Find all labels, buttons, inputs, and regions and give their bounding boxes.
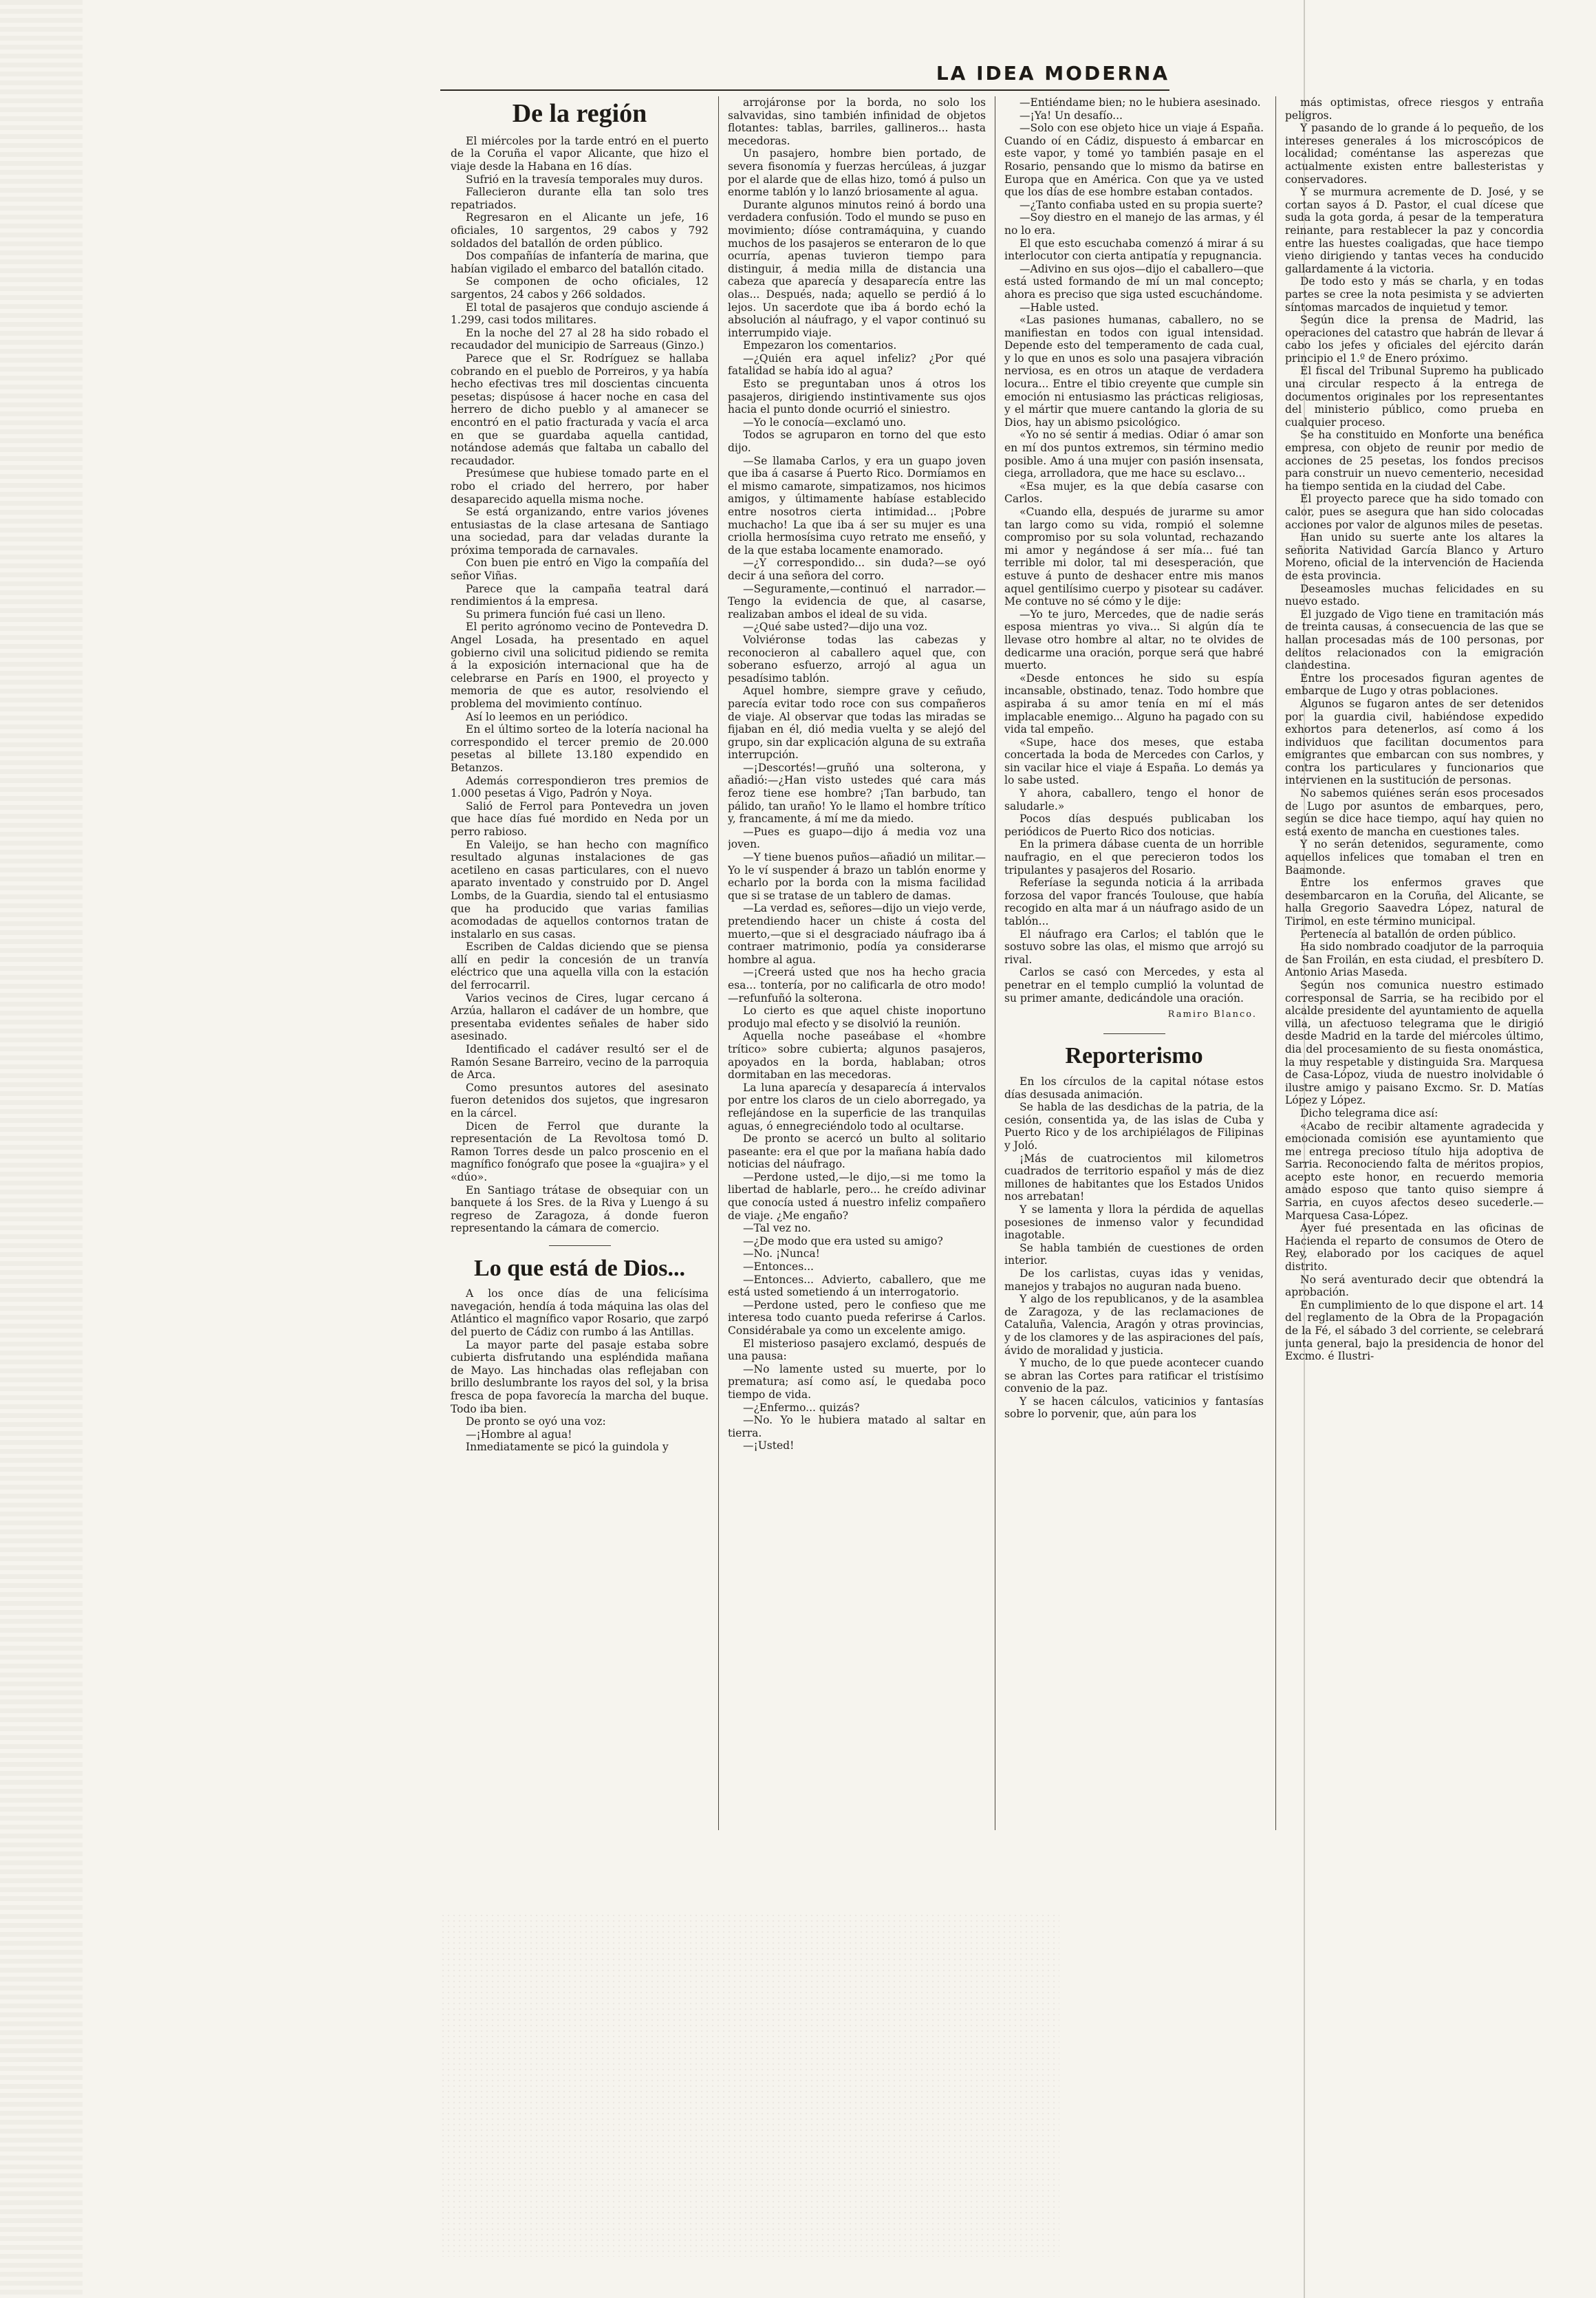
paragraph: El total de pasajeros que condujo asciende á 1.299, casi todos militares. — [451, 301, 709, 327]
paragraph: De todo esto y más se charla, y en todas partes se cree la nota pesimista y se advierten síntomas marcados de inquietud y temor. — [1285, 275, 1544, 314]
paragraph: Empezaron los comentarios. — [743, 339, 897, 352]
paragraph: El fiscal del Tribunal Supremo ha publicado una circular respecto á la entrega de documentos originales por los representantes del ministerio público, como prueba en cualquier proceso. — [1285, 365, 1544, 429]
paragraph: Ayer fué presentada en las oficinas de Hacienda el reparto de consumos de Otero de Rey, elaborado por los caciques de aquel distrito. — [1285, 1222, 1544, 1274]
paragraph: —Perdone usted, pero le confieso que me interesa todo cuanto pueda referirse á Carlos. Considérabale ya como un excelente amigo. — [728, 1298, 986, 1337]
paragraph: —No lamente usted su muerte, por lo prematura; así como así, le quedaba poco tiempo de vida. — [728, 1362, 986, 1401]
paragraph: Deseamosles muchas felicidades en su nuevo estado. — [1285, 582, 1544, 608]
paragraph: —Entonces... — [743, 1260, 814, 1274]
masthead-rule — [440, 89, 1169, 91]
paragraph: El náufrago era Carlos; el tablón que le sostuvo sobre las olas, el mismo que arrojó su rival. — [1004, 927, 1264, 966]
story-paragraphs — [1004, 96, 1264, 1005]
paragraph: Además correspondieron tres premios de 1.000 pesetas á Vigo, Padrón y Noya. — [451, 774, 709, 800]
paragraph: Se ha constituido en Monforte una benéfica empresa, con objeto de reunir por medio de acciones de 25 pesetas, los fondos precisos para construir un nuevo cementerio, necesidad ha tiempo sentida en la ciudad del Cabe. — [1285, 429, 1544, 493]
paragraph: —¡Usted! — [743, 1439, 795, 1452]
paragraph: No será aventurado decir que obtendrá la aprobación. — [1285, 1273, 1544, 1299]
paragraph: Y no serán detenidos, seguramente, como aquellos infelices que tomaban el tren en Baamonde. — [1285, 838, 1544, 877]
paragraph: Un pasajero, hombre bien portado, de severa fisonomía y fuerzas hercúleas, á juzgar por el alarde que de ellas hizo, tomó á pulso un enorme tablón y lo lanzó briosamente al agua. — [728, 147, 986, 199]
paragraph: —¿De modo que era usted su amigo? — [743, 1234, 943, 1247]
paragraph: Han unido su suerte ante los altares la señorita Natividad García Blanco y Arturo Moreno, oficial de la intervención de Hacienda de esta provincia. — [1285, 531, 1544, 582]
paragraph: —Perdone usted,—le dijo,—si me tomo la libertad de hablarle, pero... he creído adivinar que conocía usted á nuestro infeliz compañero de viaje. ¿Me engaño? — [728, 1170, 986, 1222]
paragraph: Y se murmura acremente de D. José, y se cortan sayos á D. Pastor, el cual dícese que suda la gota gorda, á pesar de la temperatura reinante, para restablecer la paz y concordia entre las huestes coaligadas, que hace tiempo vieno dirigiendo y tantas veces ha conducido gallardamente á la victoria. — [1285, 186, 1544, 275]
paragraph: —Hable usted. — [1020, 301, 1099, 314]
paragraph: Fallecieron durante ella tan solo tres repatriados. — [451, 186, 709, 211]
paragraph: —No. ¡Nunca! — [743, 1247, 820, 1260]
paragraph: Y algo de los republicanos, y de la asamblea de Zaragoza, y de las reclamaciones de Cataluña, Valencia, Aragón y otras provincias, y de los clamores y de las aspiraciones del país, ávido de moralidad y justicia. — [1004, 1293, 1264, 1357]
separator — [451, 1239, 709, 1252]
story-paragraphs — [728, 96, 986, 1452]
paragraph: ¡Más de cuatrocientos mil kilometros cuadrados de territorio español y más de diez millones de habitantes que los Estados Unidos nos arrebatan! — [1004, 1152, 1264, 1203]
paragraph: —La verdad es, señores—dijo un viejo verde, pretendiendo hacer un chiste á costa del muerto,—que si el desgraciado náufrago iba á contraer matrimonio, podía ya considerarse hombre al agua. — [728, 902, 986, 966]
paragraph: Algunos se fugaron antes de ser detenidos por la guardia civil, habiéndose expedido exhortos para detenerlos, así como á los individuos que facilitan documentos para emigrantes que embarcan con sus nombres, y contra los particulares y funcionarios que intervienen en la sustitución de personas. — [1285, 697, 1544, 787]
paragraph: Se está organizando, entre varios jóvenes entusiastas de la clase artesana de Santiago una sociedad, para dar veladas durante la próxima temporada de carnavales. — [451, 506, 709, 557]
paragraph: Con buen pie entró en Vigo la compañía del señor Viñas. — [451, 557, 709, 583]
paragraph: Regresaron en el Alicante un jefe, 16 oficiales, 10 sargentos, 29 cabos y 792 soldados del batallón de orden público. — [451, 211, 709, 250]
paragraph: No sabemos quiénes serán esos procesados de Lugo por asuntos de embarques, pero, según se dice hace tiempo, aquí hay quien no está exento de mancha en cuestiones tales. — [1285, 787, 1544, 838]
story-heading: Lo que está de Dios... — [474, 1255, 685, 1281]
paragraph: A los once días de una felicísima navegación, hendía á toda máquina las olas del Atlántico el magnífico vapor Rosario, que zarpó del puerto de Cádiz con rumbo á las Antillas. — [451, 1287, 709, 1339]
paragraph: De pronto se acercó un bulto al solitario paseante: era el que por la mañana había dado noticias del náufrago. — [728, 1132, 986, 1171]
paragraph: Se habla también de cuestiones de orden interior. — [1004, 1241, 1264, 1267]
column-3 — [1004, 96, 1264, 1858]
paragraph: Presúmese que hubiese tomado parte en el robo el criado del herrero, por haber desaparecido aquella misma noche. — [451, 467, 709, 506]
paragraph: «Yo no sé sentir á medias. Odiar ó amar son en mí dos puntos extremos, sin término medio posible. Amo á una mujer con pasión insensata, ciega, arrolladora, que me hace su esclavo... — [1004, 429, 1264, 480]
section-heading: De la región — [512, 99, 647, 128]
left-margin-noise — [0, 0, 83, 2298]
paragraph: Aquel hombre, siempre grave y ceñudo, parecía evitar todo roce con sus compañeros de viaje. Al observar que todas las miradas se fijaban en él, dió media vuelta y se alejó del grupo, sin dar explicación alguna de su extraña interrupción. — [728, 685, 986, 762]
paragraph: Según nos comunica nuestro estimado corresponsal de Sarria, se ha recibido por el alcalde presidente del ayuntamiento de aquella villa, un afectuoso telegrama que le dirigió desde Madrid en la tarde del miércoles último, dia del procesamiento de su fiesta onomástica, la muy respetable y distinguida Sra. Marquesa de Casa-Lópoz, viuda de nuestro inolvidable ó ilustre amigo y paisano Excmo. Sr. D. Matías López y López. — [1285, 978, 1544, 1107]
paragraph: Su primera función fué casi un lleno. — [466, 608, 666, 621]
paragraph: En cumplimiento de lo que dispone el art. 14 del reglamento de la Obra de la Propagación de la Fé, el sábado 3 del corriente, se celebrará junta general, bajo la presidencia de honor del Excmo. é Ilustri- — [1285, 1298, 1544, 1363]
paragraph: Entre los enfermos graves que desembarcaron en la Coruña, del Alicante, se halla Gregorio Saavedra López, natural de Tirimol, en este término municipal. — [1285, 877, 1544, 927]
paragraph: —¿Enfermo... quizás? — [743, 1401, 860, 1414]
paragraph: —Seguramente,—continuó el narrador.—Tengo la evidencia de que, al casarse, realizaban ambos el ideal de su vida. — [728, 582, 986, 621]
paragraph: La mayor parte del pasaje estaba sobre cubierta disfrutando una espléndida mañana de Mayo. Las hinchadas olas reflejaban con brillo deslumbrante los rayos del sol, y la brisa fresca de popa favorecía la marcha del buque. Todo iba bien. — [451, 1338, 709, 1415]
paragraph: En los círculos de la capital nótase estos días desusada animación. — [1004, 1075, 1264, 1101]
paragraph: más optimistas, ofrece riesgos y entraña peligros. — [1285, 96, 1544, 122]
paragraph: —No. Yo le hubiera matado al saltar en tierra. — [728, 1414, 986, 1439]
column-2 — [728, 96, 986, 1858]
paragraph: Se componen de ocho oficiales, 12 sargentos, 24 cabos y 266 soldados. — [451, 275, 709, 301]
paragraph: Dicho telegrama dice así: — [1300, 1106, 1438, 1119]
paragraph: Varios vecinos de Cires, lugar cercano á Arzúa, hallaron el cadáver de un hombre, que presentaba evidentes señales de haber sido asesinado. — [451, 991, 709, 1043]
paragraph: —¡Descortés!—gruñó una solterona, y añadió:—¿Han visto ustedes qué cara más feroz tiene ese hombre? ¡Tan barbudo, tan pálido, tan uraño! Yo le llamo el hombre trítico y, francamente, á mí me da miedo. — [728, 761, 986, 826]
paragraph: Y pasando de lo grande á lo pequeño, de los intereses generales á los microscópicos de localidad; coméntanse las asperezas que actualmente existen entre ballesteristas y conservadores. — [1285, 122, 1544, 186]
paragraph: Aquella noche paseábase el «hombre trítico» sobre cubierta; algunos pasajeros, apoyados en la borda, hablaban; otros dormitaban en las mecedoras. — [728, 1030, 986, 1082]
paragraph: —Pues es guapo—dijo á media voz una joven. — [728, 825, 986, 851]
paragraph: —¿Quién era aquel infeliz? ¿Por qué fatalidad se había ido al agua? — [728, 352, 986, 378]
paragraph: Parece que el Sr. Rodríguez se hallaba cobrando en el pueblo de Porreiros, y ya había hecho efectivas tres mil doscientas cincuenta pesetas; dispúsose á hacer noche en casa del herrero de dicho pueblo y al amanecer se encontró en el patio fracturada y vacía el arca en que se guardaba aquella cantidad, notándose además que faltaba un caballo del recaudador. — [451, 352, 709, 467]
paragraph: arrojáronse por la borda, no solo los salvavidas, sino también infinidad de objetos flotantes: tablas, barriles, gallineros... hasta mecedoras. — [728, 96, 986, 147]
paragraph: «Esa mujer, es la que debía casarse con Carlos. — [1004, 480, 1264, 506]
paragraph: Esto se preguntaban unos á otros los pasajeros, dirigiendo instintivamente sus ojos hacia el punto donde ocurrió el siniestro. — [728, 378, 986, 416]
paragraph: Según dice la prensa de Madrid, las operaciones del catastro que habrán de llevar á cabo los jefes y oficiales del ejército darán principio el 1.º de Enero próximo. — [1285, 314, 1544, 365]
paragraph: «Las pasiones humanas, caballero, no se manifiestan en todos con igual intensidad. Depende esto del temperamento de cada cual, y lo que en unos es solo una pasajera vibración nerviosa, es en otros un ataque de verdadera locura... Entre el tibio creyente que cumple sin emoción ni entusiasmo las prácticas religiosas, y el mártir que muere cantando la gloria de su Dios, hay un abismo psicológico. — [1004, 314, 1264, 429]
paragraph: —¿Qué sabe usted?—dijo una voz. — [743, 621, 928, 634]
masthead: LA IDEA MODERNA — [936, 62, 1169, 85]
news-items — [451, 135, 709, 1235]
paragraph: —¿Y correspondido... sin duda?—se oyó decir á una señora del corro. — [728, 557, 986, 582]
paragraph: El juzgado de Vigo tiene en tramitación más de treinta causas, á consecuencia de las que se hallan procesadas más de 100 personas, por delitos relacionados con la emigración clandestina. — [1285, 608, 1544, 672]
paragraph: De pronto se oyó una voz: — [466, 1415, 606, 1428]
paragraph: —Entonces... Advierto, caballero, que me está usted sometiendo á un interrogatorio. — [728, 1273, 986, 1299]
paragraph: Dicen de Ferrol que durante la representación de La Revoltosa tomó D. Ramon Torres desde un palco proscenio en el magnífico fonógrafo que posee la «guajira» y el «dúo». — [451, 1119, 709, 1183]
paragraph: Ha sido nombrado coadjutor de la parroquia de San Froilán, en esta ciudad, el presbítero D. Antonio Arias Maseda. — [1285, 941, 1544, 979]
paragraph: «Supe, hace dos meses, que estaba concertada la boda de Mercedes con Carlos, y sin vacilar hice el viaje á España. Lo demás ya lo sabe usted. — [1004, 735, 1264, 787]
paragraph: El que esto escuchaba comenzó á mirar á su interlocutor con cierta antipatía y repugnancia. — [1004, 237, 1264, 263]
paragraph: Así lo leemos en un periódico. — [466, 710, 628, 723]
news-items — [1285, 96, 1544, 1363]
paragraph: El proyecto parece que ha sido tomado con calor, pues se asegura que han sido colocadas acciones por valor de algunos miles de pesetas. — [1285, 493, 1544, 531]
paragraph: En la noche del 27 al 28 ha sido robado el recaudador del municipio de Sarreaus (Ginzo.) — [451, 326, 709, 352]
paragraph: Sufrió en la travesía temporales muy duros. — [466, 173, 703, 186]
paragraph: En el último sorteo de la lotería nacional ha correspondido el tercer premio de 20.000 pesetas al billete 13.180 expendido en Betanzos. — [451, 723, 709, 774]
separator — [1004, 1027, 1264, 1040]
paragraph: En la primera dábase cuenta de un horrible naufragio, en el que perecieron todos los tripulantes y pasajeros del Rosario. — [1004, 838, 1264, 877]
paragraph: Volviéronse todas las cabezas y reconocieron al caballero aquel que, con soberano esfuerzo, arrojó al agua un pesadísimo tablón. — [728, 633, 986, 685]
paragraph: Inmediatamente se picó la guindola y — [466, 1441, 669, 1454]
paragraph: —Solo con ese objeto hice un viaje á España. Cuando oí en Cádiz, dispuesto á embarcar en este vapor, y tomé yo también pasaje en el Rosario, pensando que lo mismo da batirse en Europa que en América. Con que ya ve usted que los días de ese hombre estaban contados. — [1004, 122, 1264, 199]
paragraph: Y se hacen cálculos, vaticinios y fantasías sobre lo porvenir, que, aún para los — [1004, 1395, 1264, 1421]
paragraph: —Soy diestro en el manejo de las armas, y él no lo era. — [1004, 211, 1264, 237]
paragraph: Entre los procesados figuran agentes de embarque de Lugo y otras poblaciones. — [1285, 672, 1544, 698]
paragraph: —¿Tanto confiaba usted en su propia suerte? — [1020, 198, 1263, 211]
column-divider — [718, 96, 719, 1830]
paragraph: El misterioso pasajero exclamó, después de una pausa: — [728, 1337, 986, 1363]
paragraph: En Santiago trátase de obsequiar con un banquete á los Sres. de la Riva y Luengo á su regreso de Zaragoza, á donde fueron representando la cámara de comercio. — [451, 1183, 709, 1235]
paragraph: Y ahora, caballero, tengo el honor de saludarle.» — [1004, 787, 1264, 813]
paragraph: De los carlistas, cuyas idas y venidas, manejos y trabajos no auguran nada bueno. — [1004, 1267, 1264, 1293]
paragraph: Dos compañías de infantería de marina, que habían vigilado el embarco del batallón citado. — [451, 250, 709, 275]
paragraph: «Acabo de recibir altamente agradecida y emocionada comisión ese ayuntamiento que me entrega precioso título hija adoptiva de Sarria. Reconociendo falta de méritos propios, acepto este honor, en recuerdo memoria amado esposo que tanto quiso siempre á Sarria, en cuyos afectos deseo sucederle.—Marquesa Casa-López. — [1285, 1119, 1544, 1222]
column-1 — [451, 96, 709, 1858]
paragraph: Carlos se casó con Mercedes, y esta al penetrar en el templo cumplió la voluntad de su primer amante, dedicándole una oración. — [1004, 966, 1264, 1005]
paragraph: Y se lamenta y llora la pérdida de aquellas posesiones de inmenso valor y fecundidad inagotable. — [1004, 1203, 1264, 1242]
paragraph: Escriben de Caldas diciendo que se piensa allí en pedir la concesión de un tranvía eléctrico que una aquella villa con la estación del ferrocarril. — [451, 941, 709, 992]
paragraph: Identificado el cadáver resultó ser el de Ramón Sesane Barreiro, vecino de la parroquia de Arca. — [451, 1043, 709, 1082]
paragraph: Y mucho, de lo que puede acontecer cuando se abran las Cortes para ratificar el tristísimo convenio de la paz. — [1004, 1357, 1264, 1395]
paragraph: Como presuntos autores del asesinato fueron detenidos dos sujetos, que ingresaron en la cárcel. — [451, 1081, 709, 1120]
column-4 — [1285, 96, 1544, 1858]
paragraph: La luna aparecía y desaparecía á intervalos por entre los claros de un cielo aborregado, ya reflejándose en la superficie de las tranquilas aguas, ó ennegreciéndolo todo al ocultarse. — [728, 1081, 986, 1132]
paragraph: En Valeijo, se han hecho con magnífico resultado algunas instalaciones de gas acetileno en casas particulares, con el nuevo aparato inventado y construido por D. Angel Lombs, de la Guardia, siendo tal el entusiasmo que ha producido que varias familias acomodadas de aquellos contornos tratan de instalarlo en sus casas. — [451, 838, 709, 941]
paragraph: Pertenecía al batallón de orden público. — [1300, 927, 1516, 941]
paragraph: Se habla de las desdichas de la patria, de la cesión, consentida ya, de las islas de Cuba y Puerto Rico y de los archipiélagos de Filipinas y Joló. — [1004, 1101, 1264, 1152]
paragraph: «Desde entonces he sido su espía incansable, obstinado, tenaz. Todo hombre que aspiraba á su amor tenía en mí el más implacable enemigo... Alguno ha pagado con su vida tal empeño. — [1004, 672, 1264, 736]
paragraph: —Tal vez no. — [743, 1222, 811, 1235]
paragraph: Referíase la segunda noticia á la arribada forzosa del vapor francés Toulouse, que había recogido en alta mar á un náufrago asido de un tablón... — [1004, 877, 1264, 927]
paragraph: Durante algunos minutos reinó á bordo una verdadera confusión. Todo el mundo se puso en movimiento; díóse contramáquina, y cuando muchos de los pasajeros se enteraron de lo que ocurría, apenas tuvieron tiempo para distinguir, á media milla de distancia una cabeza que aparecía y desaparecía entre las olas... Después, nada; aquello se perdió á lo lejos. Un sacerdote que iba á bordo echó la absolución al náufrago, y el vapor continuó su interrumpido viaje. — [728, 198, 986, 339]
paragraph: —Y tiene buenos puños—añadió un militar.—Yo le ví suspender á brazo un tablón enorme y echarlo por la borda con la misma facilidad que si se tratase de un tablero de damas. — [728, 851, 986, 902]
show-through-texture — [440, 1913, 1059, 2257]
paragraph: El miércoles por la tarde entró en el puerto de la Coruña el vapor Alicante, que hizo el viaje desde la Habana en 16 días. — [451, 134, 709, 173]
paragraph: Pocos días después publicaban los periódicos de Puerto Rico dos noticias. — [1004, 813, 1264, 838]
paragraph: —Adivino en sus ojos—dijo el caballero—que está usted formando de mí un mal concepto; ahora es preciso que siga usted escuchándome. — [1004, 262, 1264, 301]
story-paragraphs — [451, 1287, 709, 1454]
paragraph: —Se llamaba Carlos, y era un guapo joven que iba á casarse á Puerto Rico. Dormíamos en el mismo camarote, simpatizamos, nos hicimos amigos, y últimamente habíase establecido entre nosotros cierta intimidad... ¡Pobre muchacho! La que iba á ser su mujer es una criolla hermosísima cuyo retrato me enseñó, y de la que estaba locamente enamorado. — [728, 454, 986, 557]
paragraph: Lo cierto es que aquel chiste inoportuno produjo mal efecto y se disolvió la reunión. — [728, 1005, 986, 1030]
paragraph: —Yo le conocía—exclamó uno. — [743, 416, 907, 429]
paragraph: —Yo te juro, Mercedes, que de nadie serás esposa mientras yo viva... Si algún día te llevase otro hombre al altar, no te olvides de dedicarme una oración, porque será que habré muerto. — [1004, 608, 1264, 672]
story-paragraphs — [1004, 1075, 1264, 1421]
author-signature: Ramiro Blanco. — [1167, 1009, 1257, 1020]
paragraph: —¡Hombre al agua! — [466, 1428, 572, 1441]
paragraph: —¡Creerá usted que nos ha hecho gracia esa... tontería, por no calificarla de otro modo!—refunfuñó la solterona. — [728, 966, 986, 1005]
section-heading: Reporterismo — [1065, 1043, 1203, 1069]
paragraph: El perito agrónomo vecino de Pontevedra D. Angel Losada, ha presentado en aquel gobierno civil una solicitud pidiendo se remita á la exposición internacional que ha de celebrarse en París en 1900, el proyecto y memoria de que es autor, resolviendo el problema del movimiento contínuo. — [451, 621, 709, 711]
paragraph: —Entiéndame bien; no le hubiera asesinado. — [1020, 96, 1261, 109]
paragraph: Salió de Ferrol para Pontevedra un joven que hace días fué mordido en Neda por un perro rabioso. — [451, 799, 709, 838]
paragraph: —¡Ya! Un desafío... — [1020, 109, 1123, 122]
column-divider — [1275, 96, 1276, 1830]
paragraph: Parece que la campaña teatral dará rendimientos á la empresa. — [451, 582, 709, 608]
paragraph: Todos se agruparon en torno del que esto dijo. — [728, 429, 986, 455]
paragraph: «Cuando ella, después de jurarme su amor tan largo como su vida, rompió el solemne compromiso por su sola voluntad, rechazando mi amor y negándose á ser mía... fué tan terrible mi dolor, tal mi desesperación, que estuve á punto de deshacer entre mis manos aquel gentilísimo cuerpo y pisotear su cadáver. Me contuve no sé cómo y le dije: — [1004, 506, 1264, 608]
